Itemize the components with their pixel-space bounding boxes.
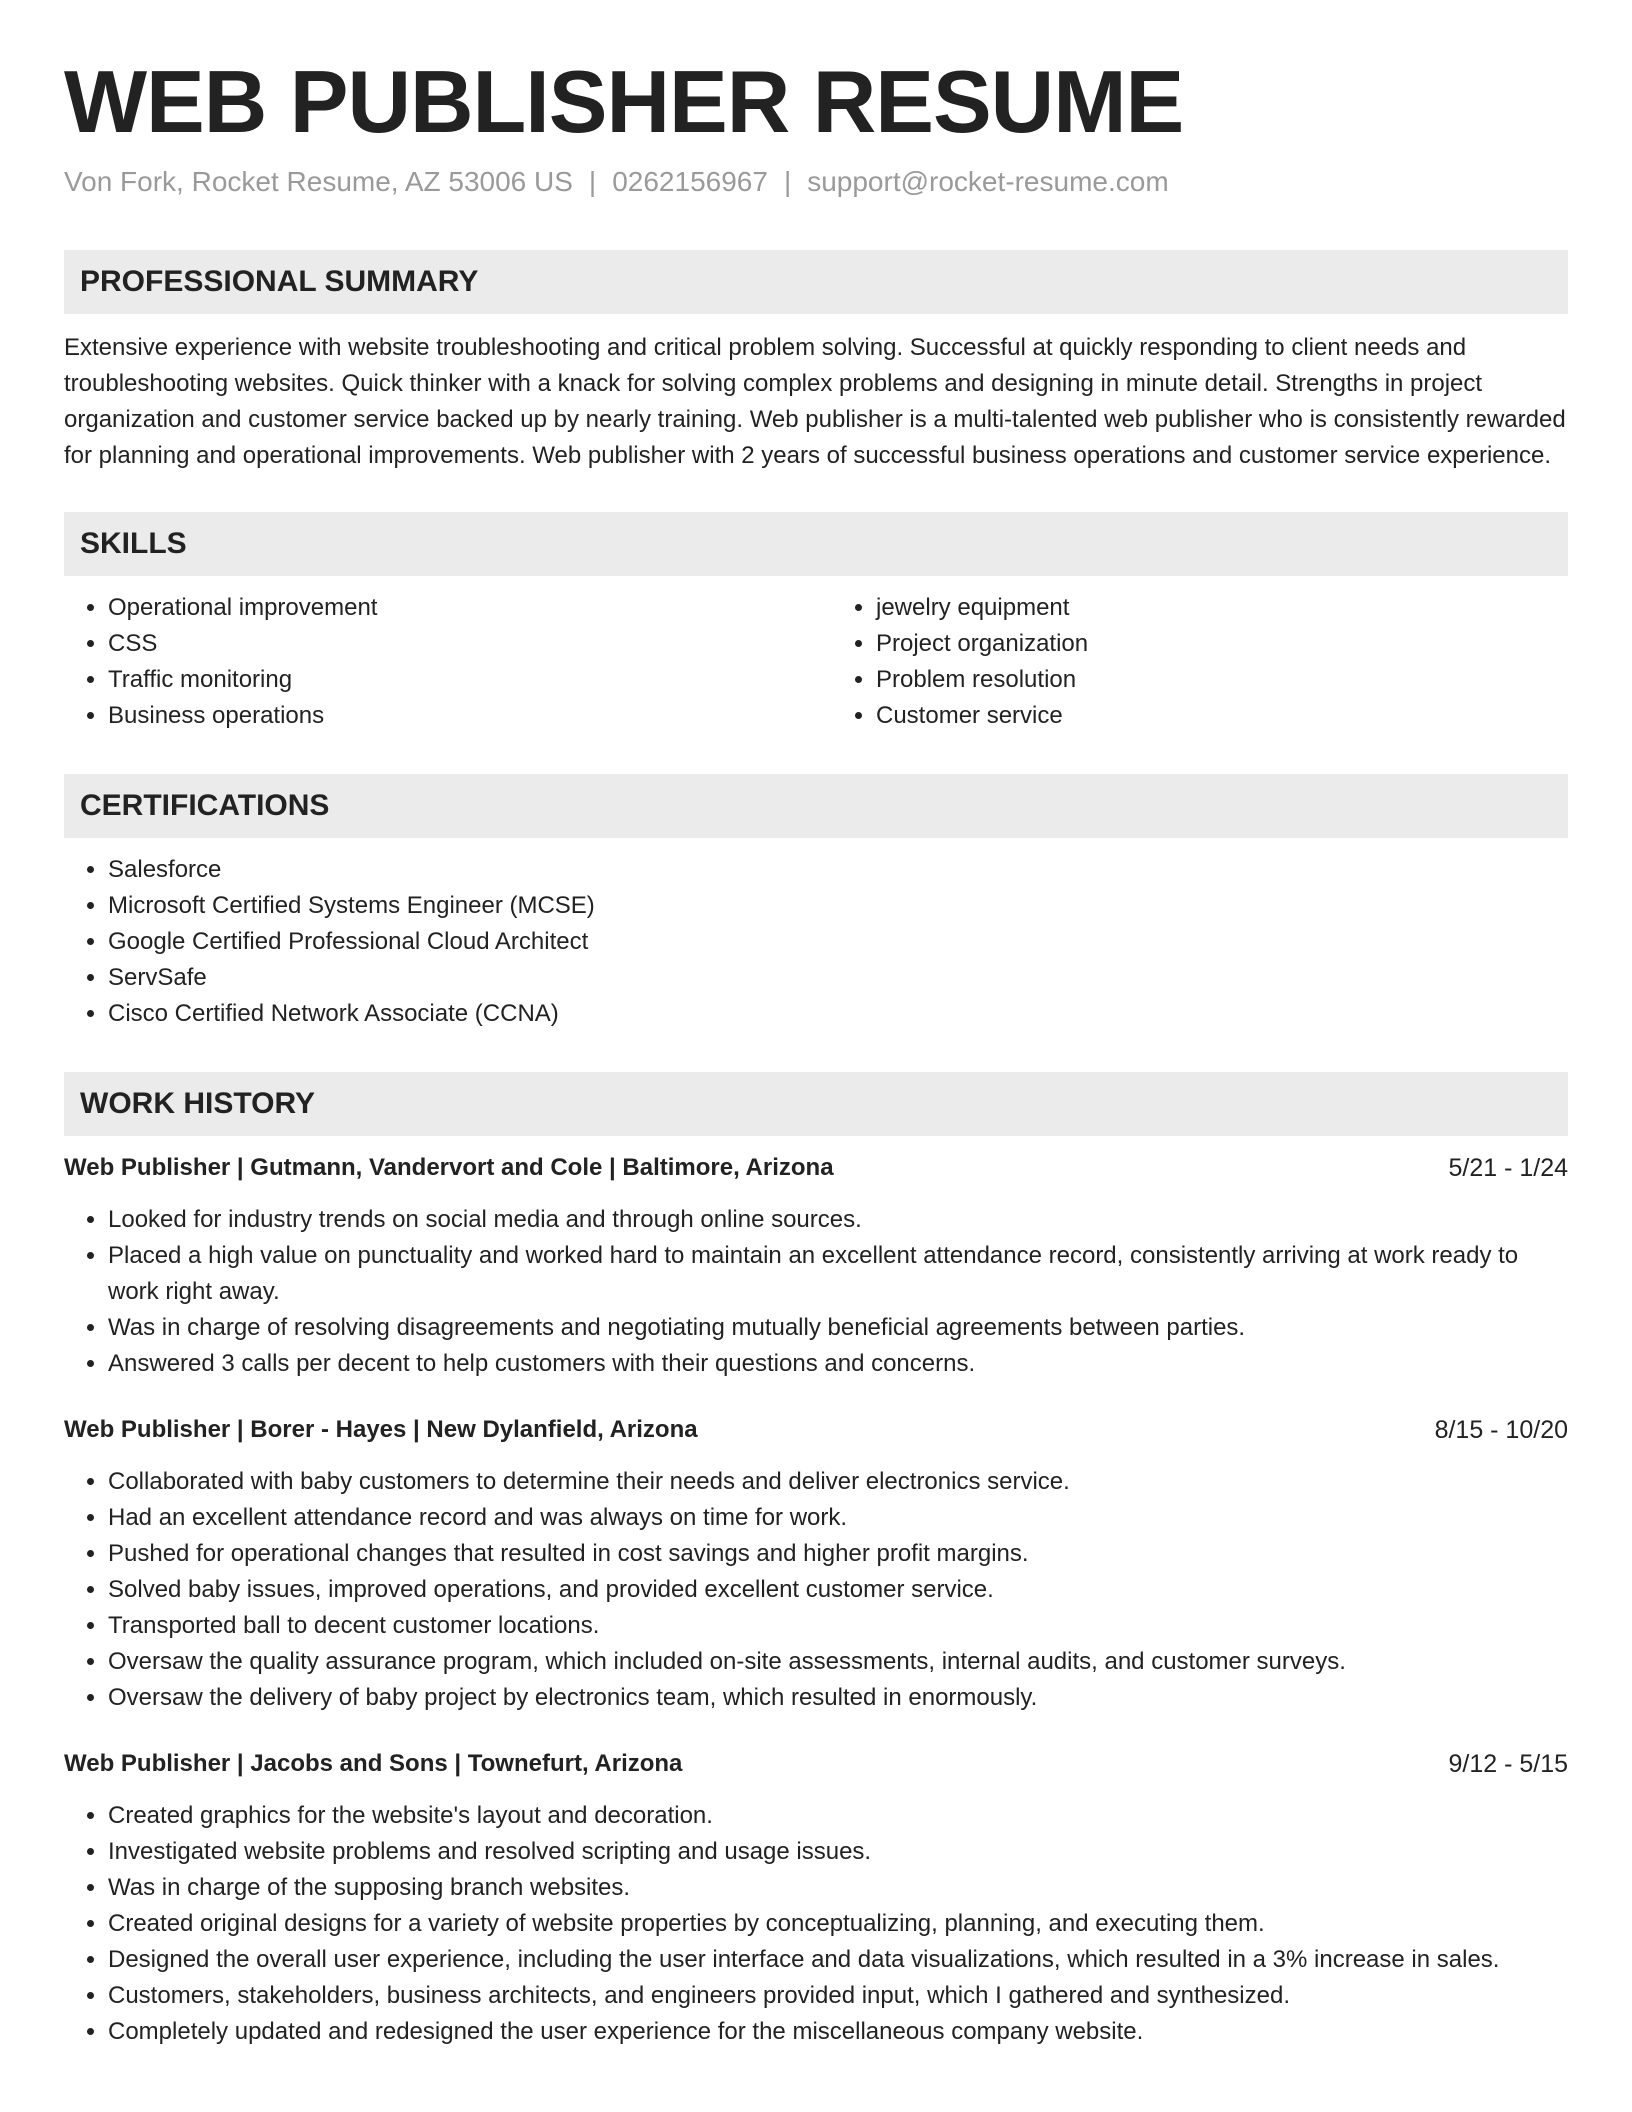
skill-item: • jewelry equipment — [876, 590, 1568, 626]
job-header — [64, 1746, 1568, 1782]
certification-item: • Cisco Certified Network Associate (CCNA) — [108, 996, 1568, 1032]
contact-separator: | — [783, 166, 792, 197]
job-bullet: • Had an excellent attendance record and was always on time for work. — [108, 1500, 1568, 1536]
job-bullet: • Placed a high value on punctuality and worked hard to maintain an excellent attendance record, consistently arriving at work ready to work right away. — [108, 1238, 1568, 1310]
job-bullet: • Pushed for operational changes that resulted in cost savings and higher profit margins. — [108, 1536, 1568, 1572]
job-entry — [64, 1150, 1568, 1382]
job-header — [64, 1412, 1568, 1448]
job-bullets — [64, 1798, 1568, 2050]
contact-email: support@rocket-resume.com — [807, 166, 1169, 197]
contact-line — [64, 164, 1568, 200]
job-bullet: • Completely updated and redesigned the user experience for the miscellaneous company website. — [108, 2014, 1568, 2050]
job-bullet: • Collaborated with baby customers to determine their needs and deliver electronics service. — [108, 1464, 1568, 1500]
certification-item: • Google Certified Professional Cloud Architect — [108, 924, 1568, 960]
job-title: Web Publisher | Jacobs and Sons | Townefurt, Arizona — [64, 1750, 683, 1777]
job-bullet: • Oversaw the quality assurance program, which included on-site assessments, internal audits, and customer surveys. — [108, 1644, 1568, 1680]
resume-title: WEB PUBLISHER RESUME — [64, 52, 1184, 151]
skills-column-right — [816, 590, 1568, 734]
skills-list — [64, 576, 1568, 734]
job-entry — [64, 1412, 1568, 1716]
job-header — [64, 1150, 1568, 1186]
certification-item: • Microsoft Certified Systems Engineer (MCSE) — [108, 888, 1568, 924]
skill-item: • Operational improvement — [108, 590, 816, 626]
contact-address: Von Fork, Rocket Resume, AZ 53006 US — [64, 166, 573, 197]
job-bullet: • Created graphics for the website's layout and decoration. — [108, 1798, 1568, 1834]
job-entry — [64, 1746, 1568, 2050]
skills-column-left — [64, 590, 816, 734]
skill-item: • Project organization — [876, 626, 1568, 662]
job-bullet: • Solved baby issues, improved operations, and provided excellent customer service. — [108, 1572, 1568, 1608]
job-bullet: • Customers, stakeholders, business architects, and engineers provided input, which I gathered and synthesized. — [108, 1978, 1568, 2014]
skill-item: • Problem resolution — [876, 662, 1568, 698]
job-bullet: • Investigated website problems and resolved scripting and usage issues. — [108, 1834, 1568, 1870]
job-bullet: • Was in charge of resolving disagreements and negotiating mutually beneficial agreements between parties. — [108, 1310, 1568, 1346]
job-bullets — [64, 1464, 1568, 1716]
skills-heading: SKILLS — [64, 512, 1568, 576]
contact-separator: | — [588, 166, 597, 197]
job-title: Web Publisher | Gutmann, Vandervort and Cole | Baltimore, Arizona — [64, 1154, 834, 1181]
job-bullet: • Created original designs for a variety of website properties by conceptualizing, planning, and executing them. — [108, 1906, 1568, 1942]
job-bullet: • Oversaw the delivery of baby project by electronics team, which resulted in enormously. — [108, 1680, 1568, 1716]
job-bullet: • Was in charge of the supposing branch websites. — [108, 1870, 1568, 1906]
job-bullet: • Answered 3 calls per decent to help customers with their questions and concerns. — [108, 1346, 1568, 1382]
skill-item: • Customer service — [876, 698, 1568, 734]
skill-item: • CSS — [108, 626, 816, 662]
certification-item: • ServSafe — [108, 960, 1568, 996]
skill-item: • Traffic monitoring — [108, 662, 816, 698]
job-bullet: • Transported ball to decent customer locations. — [108, 1608, 1568, 1644]
certifications-list — [64, 852, 1568, 1032]
job-title: Web Publisher | Borer - Hayes | New Dylanfield, Arizona — [64, 1416, 698, 1443]
job-bullets — [64, 1202, 1568, 1382]
summary-text: Extensive experience with website troubleshooting and critical problem solving. Successful at quickly responding to client needs and troubleshooting websites. Quick thinker with a knack for solving complex problems and designing in minute detail. Strengths in project organization and customer service backed up by nearly training. Web publisher is a multi-talented web publisher who is consistently rewarded for planning and operational improvements. Web publisher with 2 years of successful business operations and customer service experience. — [64, 334, 1566, 469]
certification-item: • Salesforce — [108, 852, 1568, 888]
work-history-heading: WORK HISTORY — [64, 1072, 1568, 1136]
certifications-heading: CERTIFICATIONS — [64, 774, 1568, 838]
job-bullet: • Designed the overall user experience, including the user interface and data visualizations, which resulted in a 3% increase in sales. — [108, 1942, 1568, 1978]
skill-item: • Business operations — [108, 698, 816, 734]
job-dates: 8/15 - 10/20 — [1434, 1416, 1568, 1444]
summary-heading: PROFESSIONAL SUMMARY — [64, 250, 1568, 314]
job-dates: 9/12 - 5/15 — [1448, 1750, 1568, 1778]
job-dates: 5/21 - 1/24 — [1448, 1154, 1568, 1182]
job-bullet: • Looked for industry trends on social media and through online sources. — [108, 1202, 1568, 1238]
contact-phone: 0262156967 — [612, 166, 768, 197]
